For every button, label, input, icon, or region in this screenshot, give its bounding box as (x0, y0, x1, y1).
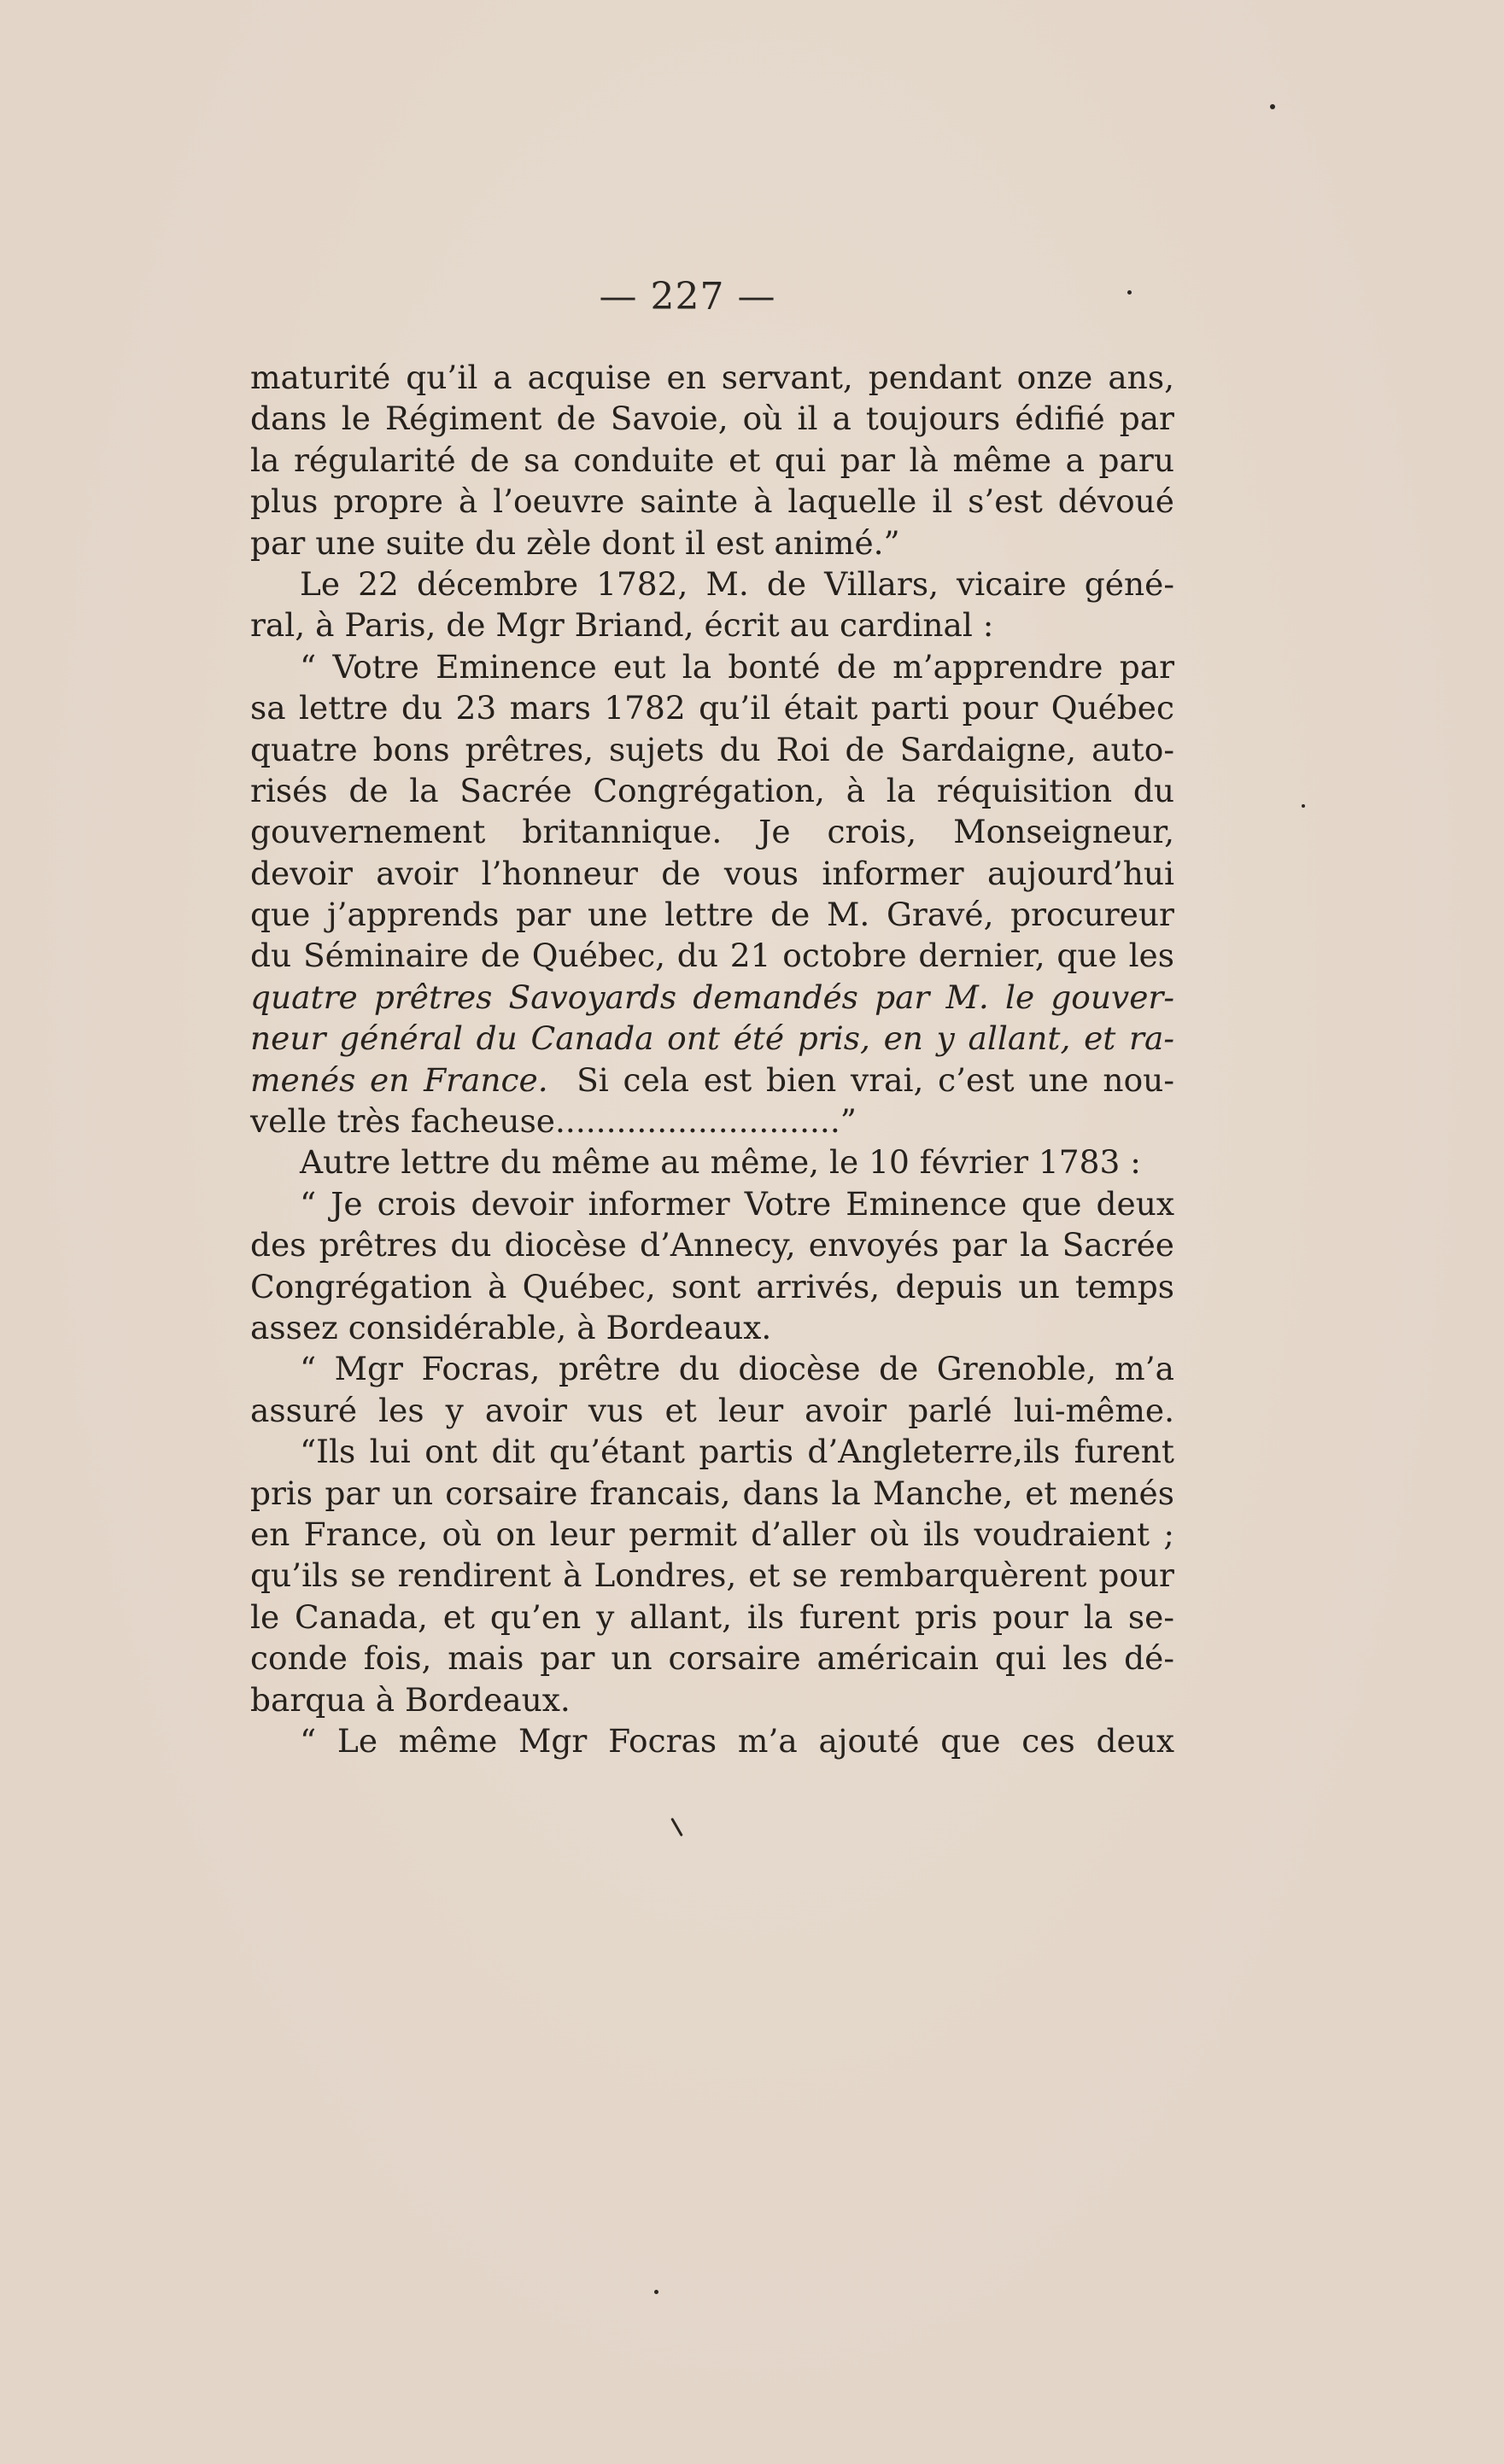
text-line: du Séminaire de Québec, du 21 octobre dernier, que les (250, 937, 1174, 975)
text-line: devoir avoir l’honneur de vous informer aujourd’hui (250, 854, 1174, 892)
paper-speck (654, 2290, 658, 2294)
text-line: Autre lettre du même au même, le 10 février 1783 : (300, 1143, 1141, 1182)
text-line: des prêtres du diocèse d’Annecy, envoyés par la Sacrée (250, 1226, 1174, 1264)
paper-speck (670, 1818, 683, 1836)
paper-speck (1302, 804, 1305, 808)
text-line: velle très facheuse............................” (250, 1102, 857, 1141)
text-line: “ Je crois devoir informer Votre Eminence que deux (300, 1184, 1174, 1223)
text-line: maturité qu’il a acquise en servant, pendant onze ans, (250, 359, 1174, 396)
italic-text-line: quatre prêtres Savoyards demandés par M. le gouver- (250, 978, 1174, 1016)
text-line: en France, où on leur permit d’aller où ils voudraient ; (250, 1515, 1174, 1553)
text-line: Le 22 décembre 1782, M. de Villars, vicaire géné- (300, 564, 1174, 603)
text-line: “ Mgr Focras, prêtre du diocèse de Grenoble, m’a (300, 1350, 1174, 1388)
text-line: gouvernement britannique. Je crois, Monseigneur, (250, 813, 1174, 851)
italic-span: menés en France. (250, 1060, 548, 1099)
text-line: risés de la Sacrée Congrégation, à la réquisition du (250, 771, 1174, 809)
text-line: qu’ils se rendirent à Londres, et se rembarquèrent pour (250, 1556, 1174, 1595)
text-line: “Ils lui ont dit qu’étant partis d’Angleterre,ils furent (300, 1433, 1174, 1471)
body-text (250, 357, 1174, 1761)
text-line: pris par un corsaire francais, dans la Manche, et menés (250, 1474, 1174, 1512)
text-line: par une suite du zèle dont il est animé.” (250, 523, 900, 562)
text-line-mixed (250, 1060, 1174, 1101)
text-line: Congrégation à Québec, sont arrivés, depuis un temps (250, 1267, 1174, 1305)
text-line: ral, à Paris, de Mgr Briand, écrit au cardinal : (250, 606, 994, 645)
text-span: Si cela est bien vrai, c’est une nou- (576, 1060, 1174, 1099)
text-line: conde fois, mais par un corsaire américain qui les dé- (250, 1639, 1174, 1678)
text-line: “ Le même Mgr Focras m’a ajouté que ces deux (300, 1721, 1174, 1760)
italic-text-line: neur général du Canada ont été pris, en y allant, et ra- (250, 1019, 1174, 1058)
text-line: “ Votre Eminence eut la bonté de m’apprendre par (300, 647, 1174, 686)
text-span (548, 1061, 576, 1099)
page-number: — 227 — (599, 275, 776, 318)
text-line: quatre bons prêtres, sujets du Roi de Sardaigne, auto- (250, 730, 1174, 768)
text-line: dans le Régiment de Savoie, où il a toujours édifié par (250, 400, 1174, 438)
text-line: barqua à Bordeaux. (250, 1680, 571, 1719)
text-line: que j’apprends par une lettre de M. Gravé, procureur (250, 896, 1174, 934)
text-line: plus propre à l’oeuvre sainte à laquelle il s’est dévoué (250, 482, 1174, 521)
text-line: assuré les y avoir vus et leur avoir parlé lui-même. (250, 1391, 1174, 1429)
text-line: la régularité de sa conduite et qui par là même a paru (250, 441, 1174, 479)
text-line: le Canada, et qu’en y allant, ils furent pris pour la se- (250, 1597, 1174, 1636)
text-line: sa lettre du 23 mars 1782 qu’il était parti pour Québec (250, 689, 1174, 727)
text-line: assez considérable, à Bordeaux. (250, 1308, 772, 1346)
paper-speck (1270, 104, 1275, 109)
